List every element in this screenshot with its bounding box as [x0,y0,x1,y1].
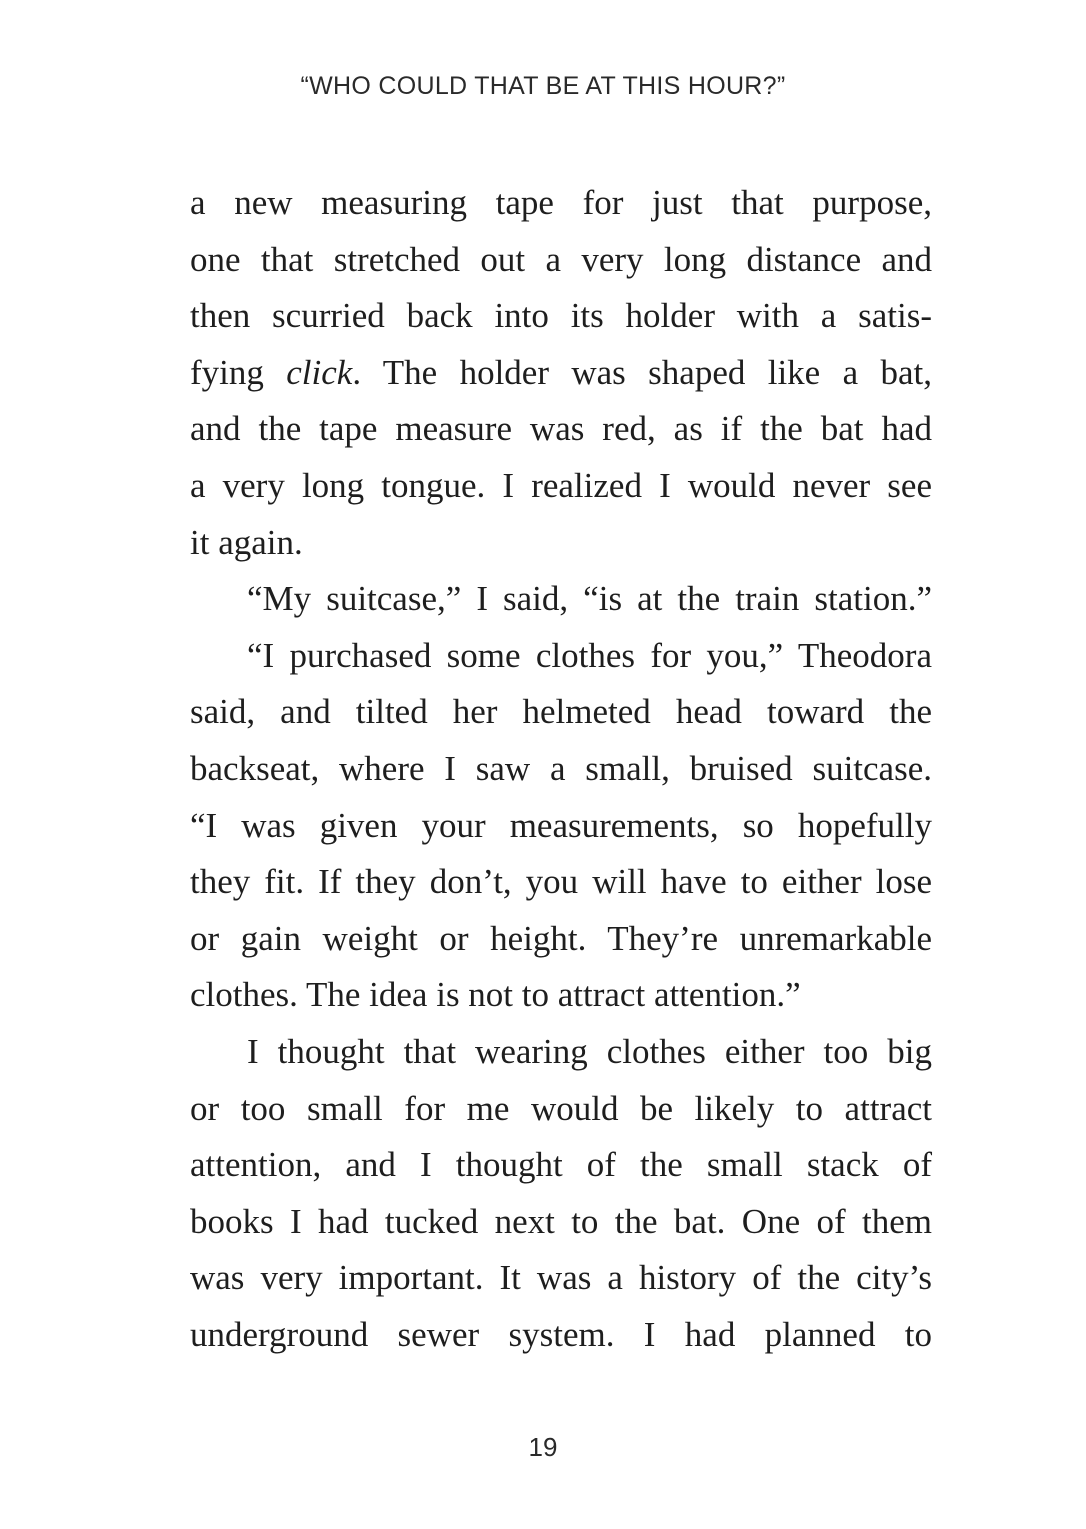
text-line: I thought that wearing clothes either too big [247,1031,932,1071]
text-line: then scurried back into its holder with a satis- [190,296,932,336]
text-line: “I was given your measurements, so hopefully [190,805,932,845]
text-line [190,345,932,402]
text-line: a very long tongue. I realized I would never see [190,465,932,505]
text-line: “My suitcase,” I said, “is at the train station.” [247,579,932,619]
text-line: was very important. It was a history of the city’s [190,1258,932,1298]
text-line: it again. [190,522,303,562]
running-head: “WHO COULD THAT BE AT THIS HOUR?” [300,72,786,100]
text-line: or too small for me would be likely to attract [190,1088,932,1128]
text-line: books I had tucked next to the bat. One of them [190,1201,932,1241]
text-line: one that stretched out a very long distance and [190,239,932,279]
page-number: 19 [528,1432,558,1462]
text-line: backseat, where I saw a small, bruised suitcase. [190,748,932,788]
text-line: “I purchased some clothes for you,” Theodora [247,635,932,675]
text-line: said, and tilted her helmeted head toward the [190,692,932,732]
text-line: clothes. The idea is not to attract attention.” [190,975,801,1015]
text-line-prefix: fying [190,352,287,392]
body-text [190,175,932,1363]
text-line: underground sewer system. I had planned to [190,1314,932,1354]
text-line: and the tape measure was red, as if the bat had [190,409,932,449]
text-line: a new measuring tape for just that purpose, [190,183,932,222]
italic-word: click [286,352,353,392]
text-line: attention, and I thought of the small stack of [190,1145,932,1185]
text-line: they fit. If they don’t, you will have to either lose [190,862,932,902]
text-line: or gain weight or height. They’re unremarkable [190,918,932,958]
text-line-rest: . The holder was shaped like a bat, [352,352,932,392]
